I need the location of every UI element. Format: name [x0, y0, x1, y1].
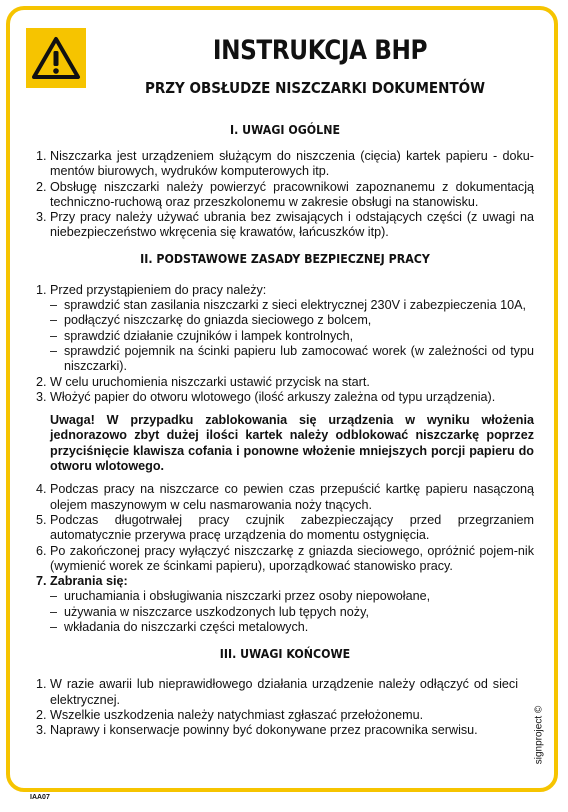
- dash-bullet: –: [50, 589, 58, 604]
- dash-bullet: –: [50, 604, 58, 619]
- sub-item-text: sprawdzić stan zasilania niszczarki z sieci elektrycznej 230V i zabezpieczenia 10A,: [64, 298, 526, 313]
- dash-bullet: –: [50, 328, 58, 343]
- item-number: 4.: [36, 482, 47, 497]
- sub-item-text: wkładania do niszczarki części metalowych.: [64, 620, 309, 635]
- item-text: Podczas pracy na niszczarce co pewien czas przepuścić kartkę papieru nasączoną olejem maszynowym w celu nasmarowania noży tnących.: [50, 482, 534, 512]
- item-number: 1.: [36, 282, 47, 297]
- list-item: [36, 544, 534, 575]
- sub-item: [50, 605, 534, 620]
- list-item: [36, 677, 518, 708]
- item-text: Niszczarka jest urządzeniem służącym do niszczenia (cięcia) kartek papieru - doku-mentów biurowych, wydruków komputerowych itp.: [50, 149, 534, 179]
- list-item: [36, 149, 534, 180]
- list-item: [36, 210, 534, 241]
- item-number: 2.: [36, 374, 47, 389]
- list-item: [36, 513, 534, 544]
- brand-vertical: [530, 700, 548, 770]
- brand-text: signproject ©: [533, 705, 545, 765]
- item-text: Przy pracy należy używać ubrania bez zwisających i odstających części (z uwagi na niebezpieczeństwo wkręcenia się krawatów, łańcuszków itp).: [50, 210, 534, 240]
- list-item: [36, 708, 518, 723]
- instructions-body: [36, 118, 534, 739]
- dash-bullet: –: [50, 313, 58, 328]
- sub-item-text: uruchamiania i obsługiwania niszczarki przez osoby niepowołane,: [64, 589, 431, 604]
- sub-item: [50, 589, 534, 604]
- warning-triangle-icon: [31, 35, 81, 81]
- sub-item: [50, 298, 534, 313]
- item-text: Podczas długotrwałej pracy czujnik zabezpieczający przed przegrzaniem automatycznie przerywa pracę urządzenia do momentu ostygnięcia.: [50, 512, 534, 543]
- sub-item: [50, 329, 534, 344]
- item-number: 5.: [36, 512, 47, 527]
- safety-rules-list: [36, 283, 534, 405]
- sub-item-text: sprawdzić działanie czujników i lampek kontrolnych,: [64, 328, 354, 343]
- final-list: [36, 677, 534, 738]
- item-number: 3.: [36, 723, 47, 738]
- warning-note: Uwaga! W przypadku zablokowania się urządzenia w wyniku włożenia jednorazowo zbyt dużej ilości kartek należy odblokować niszczarkę poprzez przyciśnięcie klawisza cofania i ponowne włożenie mniejszych porcji papieru do otworu wlotowego.: [50, 413, 534, 474]
- section-heading-general: I. UWAGI OGÓLNE: [230, 123, 340, 137]
- item-number: 2.: [36, 179, 47, 194]
- dash-bullet: –: [50, 298, 58, 313]
- list-item: [36, 390, 534, 405]
- item-number: 3.: [36, 210, 47, 225]
- item-number: 7.: [36, 574, 47, 589]
- sub-item: [50, 620, 534, 635]
- sub-item: [50, 313, 534, 328]
- warning-sign: [26, 28, 86, 88]
- item-text: Po zakończonej pracy wyłączyć niszczarkę z gniazda sieciowego, opróżnić pojem-nik (wymienić worek ze ścinkami papieru), uporządkować stanowisko pracy.: [50, 543, 534, 573]
- list-item: [36, 723, 518, 738]
- item-text: Włożyć papier do otworu wlotowego (ilość arkuszy zależna od typu urządzenia).: [50, 389, 496, 404]
- item-number: 3.: [36, 389, 47, 404]
- section-heading-safety-rules: II. PODSTAWOWE ZASADY BEZPIECZNEJ PRACY: [140, 251, 430, 266]
- item-number: 1.: [36, 677, 47, 692]
- page-title: INSTRUKCJA BHP: [212, 35, 428, 66]
- dash-bullet: –: [50, 620, 58, 635]
- item-text: Naprawy i konserwacje powinny być dokonywane przez pracownika serwisu.: [50, 723, 478, 738]
- item-text: Wszelkie uszkodzenia należy natychmiast zgłaszać przełożonemu.: [50, 707, 424, 722]
- list-item: [36, 180, 534, 211]
- item-number: 1.: [36, 149, 47, 163]
- item-number: 2.: [36, 707, 47, 722]
- sub-item-text: podłączyć niszczarkę do gniazda sieciowego z bolcem,: [64, 313, 372, 328]
- product-code: IAA07: [30, 794, 50, 801]
- item-text: W celu uruchomienia niszczarki ustawić przycisk na start.: [50, 374, 370, 389]
- page-subtitle: PRZY OBSŁUDZE NISZCZARKI DOKUMENTÓW: [144, 79, 486, 97]
- sub-item-text: używania w niszczarce uszkodzonych lub tępych noży,: [64, 604, 369, 619]
- item-text: Obsługę niszczarki należy powierzyć pracownikowi zapoznanemu z dokumentacją techniczno-ruchową oraz przeszkolonemu w zakresie obsługi na stanowisku.: [50, 179, 534, 209]
- sub-item: [50, 344, 534, 375]
- list-item: [36, 482, 534, 513]
- list-item: [36, 375, 534, 390]
- general-list: [36, 149, 534, 241]
- section-heading-final: III. UWAGI KOŃCOWE: [219, 647, 351, 662]
- list-item: [36, 574, 534, 635]
- item-text: Przed przystąpieniem do pracy należy:: [50, 282, 267, 297]
- list-item: [36, 283, 534, 375]
- dash-bullet: –: [50, 343, 58, 358]
- safety-rules-list-continued: [36, 482, 534, 635]
- item-number: 6.: [36, 543, 47, 558]
- item-text: Zabrania się:: [50, 574, 128, 589]
- sub-item-text: sprawdzić pojemnik na ścinki papieru lub zamocować worek (w zależności od typu niszczarki).: [64, 343, 534, 374]
- item-text: W razie awarii lub nieprawidłowego działania urządzenie należy odłączyć od sieci elektrycznej.: [50, 677, 518, 707]
